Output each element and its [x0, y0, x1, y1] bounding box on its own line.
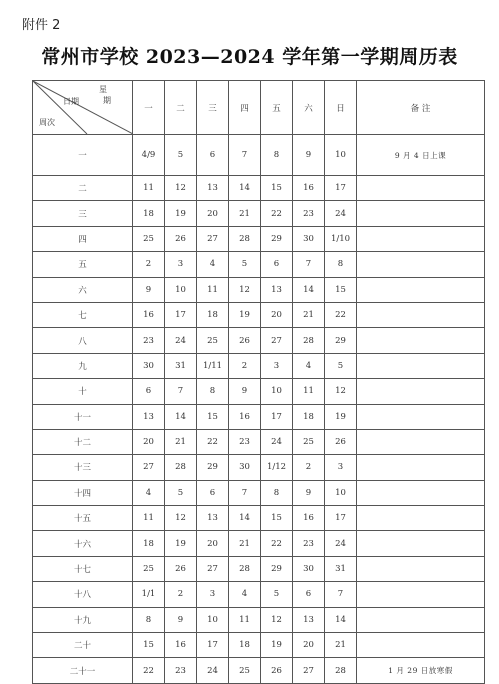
date-cell: 3	[325, 455, 357, 480]
date-cell: 3	[197, 582, 229, 607]
date-cell: 2	[133, 252, 165, 277]
date-cell: 23	[293, 201, 325, 226]
date-cell: 18	[133, 201, 165, 226]
corner-header-cell	[33, 81, 133, 135]
date-cell: 18	[133, 531, 165, 556]
date-cell: 23	[293, 531, 325, 556]
date-cell: 21	[165, 429, 197, 454]
header-day-4: 四	[229, 81, 261, 135]
week-number-cell: 十四	[33, 480, 133, 505]
week-number-cell: 十二	[33, 429, 133, 454]
date-cell: 18	[197, 302, 229, 327]
date-cell: 19	[165, 531, 197, 556]
date-cell: 17	[261, 404, 293, 429]
remark-cell	[357, 404, 485, 429]
week-row	[33, 404, 485, 429]
corner-xing-label: 星	[99, 85, 107, 94]
corner-date-label: 日期	[63, 97, 79, 106]
date-cell: 31	[325, 556, 357, 581]
date-cell: 21	[293, 302, 325, 327]
date-cell: 20	[261, 302, 293, 327]
header-day-7: 日	[325, 81, 357, 135]
date-cell: 30	[229, 455, 261, 480]
remark-cell	[357, 252, 485, 277]
date-cell: 4	[229, 582, 261, 607]
week-number-cell: 二	[33, 176, 133, 201]
date-cell: 2	[293, 455, 325, 480]
date-cell: 28	[229, 556, 261, 581]
date-cell: 13	[133, 404, 165, 429]
date-cell: 27	[293, 658, 325, 683]
week-row	[33, 556, 485, 581]
date-cell: 13	[293, 607, 325, 632]
date-cell: 7	[325, 582, 357, 607]
date-cell: 5	[165, 480, 197, 505]
week-number-cell: 十一	[33, 404, 133, 429]
remark-cell	[357, 379, 485, 404]
date-cell: 29	[197, 455, 229, 480]
date-cell: 2	[229, 353, 261, 378]
date-cell: 22	[261, 531, 293, 556]
week-number-cell: 十六	[33, 531, 133, 556]
week-number-cell: 十七	[33, 556, 133, 581]
remark-cell	[357, 633, 485, 658]
week-number-cell: 三	[33, 201, 133, 226]
date-cell: 29	[261, 226, 293, 251]
date-cell: 7	[165, 379, 197, 404]
date-cell: 8	[261, 135, 293, 176]
date-cell: 12	[325, 379, 357, 404]
date-cell: 22	[197, 429, 229, 454]
date-cell: 3	[165, 252, 197, 277]
week-row	[33, 201, 485, 226]
date-cell: 5	[229, 252, 261, 277]
date-cell: 6	[197, 480, 229, 505]
remark-cell: 9 月 4 日上课	[357, 135, 485, 176]
week-number-cell: 十八	[33, 582, 133, 607]
date-cell: 4	[197, 252, 229, 277]
date-cell: 17	[325, 506, 357, 531]
remark-cell	[357, 556, 485, 581]
date-cell: 21	[325, 633, 357, 658]
week-row	[33, 455, 485, 480]
remark-cell	[357, 302, 485, 327]
remark-cell	[357, 176, 485, 201]
date-cell: 17	[325, 176, 357, 201]
remark-cell	[357, 277, 485, 302]
week-row	[33, 658, 485, 683]
date-cell: 7	[229, 480, 261, 505]
date-cell: 26	[165, 556, 197, 581]
week-row	[33, 302, 485, 327]
date-cell: 8	[197, 379, 229, 404]
header-row	[33, 81, 485, 135]
header-day-5: 五	[261, 81, 293, 135]
date-cell: 14	[293, 277, 325, 302]
date-cell: 31	[165, 353, 197, 378]
remark-cell	[357, 429, 485, 454]
remark-cell	[357, 480, 485, 505]
date-cell: 8	[261, 480, 293, 505]
date-cell: 28	[165, 455, 197, 480]
date-cell: 12	[165, 176, 197, 201]
date-cell: 7	[229, 135, 261, 176]
date-cell: 24	[165, 328, 197, 353]
corner-qi-label: 期	[103, 96, 111, 105]
week-row	[33, 429, 485, 454]
week-number-cell: 七	[33, 302, 133, 327]
date-cell: 25	[133, 226, 165, 251]
header-day-3: 三	[197, 81, 229, 135]
remark-cell	[357, 607, 485, 632]
week-number-cell: 六	[33, 277, 133, 302]
date-cell: 24	[197, 658, 229, 683]
week-number-cell: 八	[33, 328, 133, 353]
date-cell: 7	[293, 252, 325, 277]
date-cell: 29	[261, 556, 293, 581]
week-number-cell: 五	[33, 252, 133, 277]
week-row	[33, 277, 485, 302]
date-cell: 27	[197, 226, 229, 251]
date-cell: 15	[133, 633, 165, 658]
date-cell: 16	[293, 506, 325, 531]
remark-cell: 1 月 29 日放寒假	[357, 658, 485, 683]
date-cell: 10	[325, 135, 357, 176]
week-number-cell: 四	[33, 226, 133, 251]
date-cell: 28	[229, 226, 261, 251]
week-row	[33, 328, 485, 353]
date-cell: 5	[325, 353, 357, 378]
date-cell: 24	[325, 201, 357, 226]
date-cell: 21	[229, 201, 261, 226]
date-cell: 16	[293, 176, 325, 201]
week-number-cell: 二十一	[33, 658, 133, 683]
date-cell: 9	[293, 135, 325, 176]
date-cell: 18	[229, 633, 261, 658]
date-cell: 20	[197, 531, 229, 556]
date-cell: 25	[293, 429, 325, 454]
week-row	[33, 531, 485, 556]
date-cell: 4	[133, 480, 165, 505]
date-cell: 15	[197, 404, 229, 429]
week-row	[33, 176, 485, 201]
date-cell: 16	[133, 302, 165, 327]
date-cell: 9	[165, 607, 197, 632]
date-cell: 27	[133, 455, 165, 480]
date-cell: 4	[293, 353, 325, 378]
remark-cell	[357, 531, 485, 556]
calendar-body	[33, 135, 485, 684]
date-cell: 9	[229, 379, 261, 404]
date-cell: 8	[325, 252, 357, 277]
date-cell: 1/1	[133, 582, 165, 607]
week-number-cell: 十五	[33, 506, 133, 531]
date-cell: 5	[165, 135, 197, 176]
remark-cell	[357, 582, 485, 607]
date-cell: 15	[325, 277, 357, 302]
date-cell: 20	[293, 633, 325, 658]
date-cell: 25	[229, 658, 261, 683]
date-cell: 10	[197, 607, 229, 632]
date-cell: 3	[261, 353, 293, 378]
date-cell: 5	[261, 582, 293, 607]
date-cell: 26	[165, 226, 197, 251]
date-cell: 21	[229, 531, 261, 556]
remark-cell	[357, 328, 485, 353]
week-row	[33, 353, 485, 378]
week-row	[33, 607, 485, 632]
date-cell: 11	[229, 607, 261, 632]
date-cell: 6	[261, 252, 293, 277]
remark-cell	[357, 226, 485, 251]
date-cell: 25	[197, 328, 229, 353]
date-cell: 22	[325, 302, 357, 327]
date-cell: 4/9	[133, 135, 165, 176]
date-cell: 14	[229, 506, 261, 531]
date-cell: 13	[197, 506, 229, 531]
date-cell: 1/11	[197, 353, 229, 378]
date-cell: 27	[197, 556, 229, 581]
week-row	[33, 379, 485, 404]
date-cell: 25	[133, 556, 165, 581]
date-cell: 26	[261, 658, 293, 683]
date-cell: 28	[293, 328, 325, 353]
date-cell: 14	[165, 404, 197, 429]
date-cell: 19	[261, 633, 293, 658]
date-cell: 29	[325, 328, 357, 353]
date-cell: 20	[133, 429, 165, 454]
week-row	[33, 135, 485, 176]
header-day-6: 六	[293, 81, 325, 135]
date-cell: 19	[325, 404, 357, 429]
date-cell: 24	[325, 531, 357, 556]
week-calendar-table	[32, 80, 485, 684]
date-cell: 9	[293, 480, 325, 505]
header-day-1: 一	[133, 81, 165, 135]
date-cell: 23	[133, 328, 165, 353]
date-cell: 11	[133, 176, 165, 201]
date-cell: 10	[165, 277, 197, 302]
attachment-label: 附件 2	[22, 18, 61, 33]
header-remarks: 备 注	[357, 81, 485, 135]
corner-week-label: 周次	[39, 118, 55, 127]
date-cell: 15	[261, 506, 293, 531]
page-title: 常州市学校 2023—2024 学年第一学期周历表	[41, 46, 458, 68]
week-number-cell: 九	[33, 353, 133, 378]
remark-cell	[357, 353, 485, 378]
date-cell: 20	[197, 201, 229, 226]
date-cell: 23	[165, 658, 197, 683]
date-cell: 14	[229, 176, 261, 201]
date-cell: 11	[293, 379, 325, 404]
week-row	[33, 226, 485, 251]
week-row	[33, 633, 485, 658]
date-cell: 15	[261, 176, 293, 201]
date-cell: 16	[229, 404, 261, 429]
date-cell: 17	[197, 633, 229, 658]
date-cell: 23	[229, 429, 261, 454]
header-day-2: 二	[165, 81, 197, 135]
date-cell: 30	[293, 556, 325, 581]
date-cell: 10	[261, 379, 293, 404]
week-number-cell: 十	[33, 379, 133, 404]
date-cell: 14	[325, 607, 357, 632]
week-number-cell: 十九	[33, 607, 133, 632]
remark-cell	[357, 506, 485, 531]
date-cell: 26	[325, 429, 357, 454]
date-cell: 28	[325, 658, 357, 683]
date-cell: 22	[133, 658, 165, 683]
date-cell: 16	[165, 633, 197, 658]
date-cell: 11	[133, 506, 165, 531]
date-cell: 6	[293, 582, 325, 607]
remark-cell	[357, 201, 485, 226]
date-cell: 19	[229, 302, 261, 327]
date-cell: 24	[261, 429, 293, 454]
date-cell: 1/12	[261, 455, 293, 480]
week-row	[33, 252, 485, 277]
remark-cell	[357, 455, 485, 480]
date-cell: 12	[261, 607, 293, 632]
date-cell: 27	[261, 328, 293, 353]
date-cell: 11	[197, 277, 229, 302]
date-cell: 30	[293, 226, 325, 251]
week-number-cell: 十三	[33, 455, 133, 480]
date-cell: 9	[133, 277, 165, 302]
week-number-cell: 一	[33, 135, 133, 176]
date-cell: 30	[133, 353, 165, 378]
date-cell: 17	[165, 302, 197, 327]
week-number-cell: 二十	[33, 633, 133, 658]
date-cell: 13	[261, 277, 293, 302]
week-row	[33, 480, 485, 505]
date-cell: 22	[261, 201, 293, 226]
date-cell: 2	[165, 582, 197, 607]
week-row	[33, 582, 485, 607]
date-cell: 18	[293, 404, 325, 429]
date-cell: 12	[165, 506, 197, 531]
date-cell: 1/10	[325, 226, 357, 251]
date-cell: 6	[133, 379, 165, 404]
date-cell: 8	[133, 607, 165, 632]
date-cell: 19	[165, 201, 197, 226]
week-row	[33, 506, 485, 531]
date-cell: 10	[325, 480, 357, 505]
date-cell: 12	[229, 277, 261, 302]
date-cell: 26	[229, 328, 261, 353]
date-cell: 6	[197, 135, 229, 176]
date-cell: 13	[197, 176, 229, 201]
